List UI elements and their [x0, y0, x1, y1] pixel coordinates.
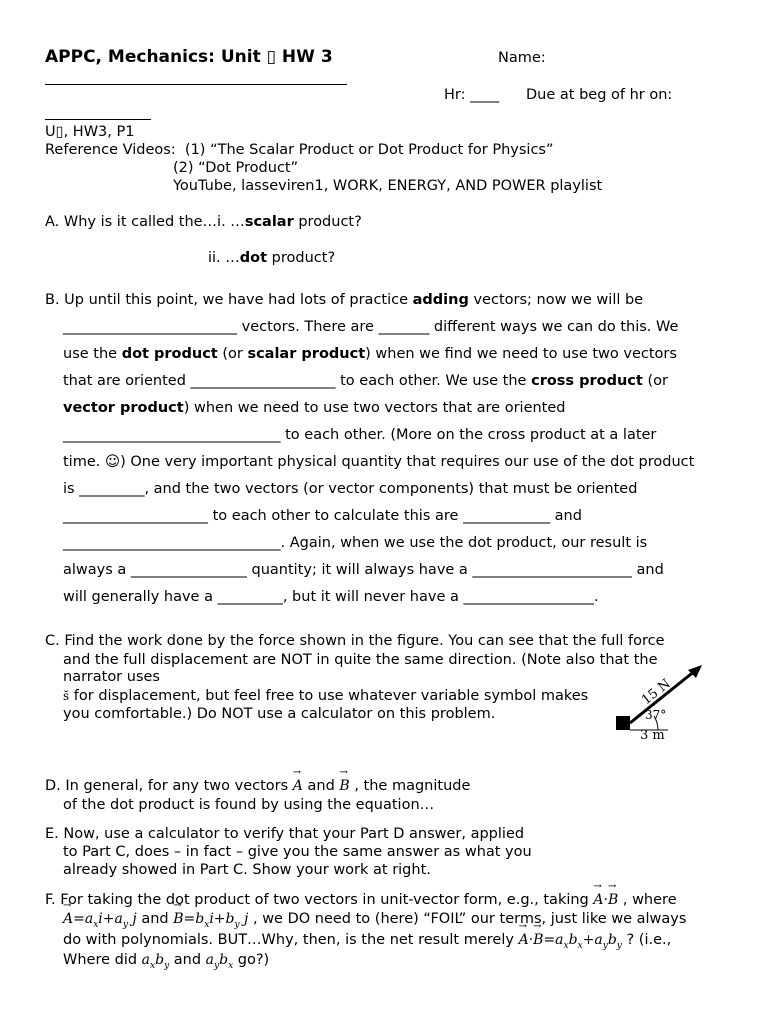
part-c-line: you comfortable.) Do NOT use a calculator on this problem. — [63, 706, 496, 722]
part-c-line: C. Find the work done by the force shown in the figure. You can see that the full force — [45, 633, 665, 649]
part-e-line: to Part C, does – in fact – give you the same answer as what you — [63, 844, 532, 860]
due-line — [45, 119, 151, 120]
part-b-line: vector product) when we need to use two vectors that are oriented — [63, 400, 566, 416]
reference-1: (1) “The Scalar Product or Dot Product for Physics” — [184, 142, 554, 158]
part-b-line: time. ☺) One very important physical quantity that requires our use of the dot product — [63, 454, 695, 470]
vector-a-components: → $A=a_xi+a_y$ j — [63, 911, 137, 927]
part-f-line: → $A=a_xi+a_y$ j and → $B=b_xi+b_y$ j , we DO need to (here) “FOIL” our terms, just like we always — [63, 911, 686, 930]
reference-label: Reference Videos: — [45, 142, 176, 158]
part-b-line: always a ________________ quantity; it will always have a ______________________ and — [63, 562, 664, 578]
angle-label: 37° — [645, 708, 667, 722]
cross-term-2: $a_yb_x$ — [205, 952, 234, 971]
displacement-label: 3 m — [640, 728, 665, 743]
dot-product-expression: → A·→ B — [593, 892, 618, 908]
due-label: Due at beg of hr on: — [526, 87, 673, 103]
force-label: 15 N — [639, 676, 674, 709]
part-b-line: that are oriented ____________________ to each other. We use the cross product (or — [63, 373, 668, 389]
force-displacement-figure — [610, 660, 710, 746]
reference-2: (2) “Dot Product” — [173, 160, 299, 176]
part-a-question-2: ii. …dot product? — [208, 250, 336, 266]
part-b-line: will generally have a _________, but it will never have a __________________. — [63, 589, 599, 605]
reference-videos — [45, 142, 554, 158]
part-b-line: ____________________ to each other to calculate this are ____________ and — [63, 508, 582, 524]
vector-a: → A — [293, 778, 303, 794]
part-d-line: of the dot product is found by using the equation… — [63, 797, 435, 813]
part-b-line: use the dot product (or scalar product) when we find we need to use two vectors — [63, 346, 677, 362]
reference-3: YouTube, lasseviren1, WORK, ENERGY, AND POWER playlist — [173, 178, 603, 194]
part-c-line: s̆ for displacement, but feel free to use whatever variable symbol makes — [63, 688, 589, 704]
part-f-line: F. For taking the dot product of two vectors in unit-vector form, e.g., taking → A·→ B , where — [45, 892, 677, 908]
name-line — [45, 84, 347, 85]
part-b-line: is _________, and the two vectors (or vector components) that must be oriented — [63, 481, 638, 497]
part-d-line: D. In general, for any two vectors → A and → B , the magnitude — [45, 778, 470, 794]
name-label: Name: — [498, 50, 546, 66]
block — [616, 716, 630, 730]
vector-b-components: → $B=b_xi+b_y$ j — [173, 911, 248, 927]
cross-term-1: $a_xb_y$ — [141, 952, 170, 971]
part-e-line: E. Now, use a calculator to verify that your Part D answer, applied — [45, 826, 525, 842]
part-b-line: ________________________ vectors. There are _______ different ways we can do this. We — [63, 319, 679, 335]
part-c-line: narrator uses — [63, 669, 160, 685]
net-result-expression: → $A\cdot\to B=a_xb_x+a_yb_y$ — [519, 932, 622, 948]
hour-label: Hr: ____ — [444, 87, 500, 103]
assignment-code: U▯, HW3, P1 — [45, 124, 135, 140]
part-a-question-1: A. Why is it called the…i. …scalar product? — [45, 214, 362, 230]
page-title: APPC, Mechanics: Unit ▯ HW 3 — [45, 47, 333, 67]
part-b-line: B. Up until this point, we have had lots of practice adding vectors; now we will be — [45, 292, 644, 308]
part-c-line: and the full displacement are NOT in quite the same direction. (Note also that the — [63, 652, 658, 668]
vector-b: → B — [339, 778, 349, 794]
part-b-line: ______________________________ to each other. (More on the cross product at a later — [63, 427, 657, 443]
part-b-line: ______________________________. Again, when we use the dot product, our result is — [63, 535, 648, 551]
part-e-line: already showed in Part C. Show your work at right. — [63, 862, 431, 878]
part-f-line: do with polynomials. BUT…Why, then, is the net result merely → $A\cdot\to B=a_xb_x+a_yb_y$ ? (i.e., — [63, 932, 671, 951]
part-f-line: Where did $a_xb_y$ and $a_yb_x$ go?) — [63, 952, 270, 971]
